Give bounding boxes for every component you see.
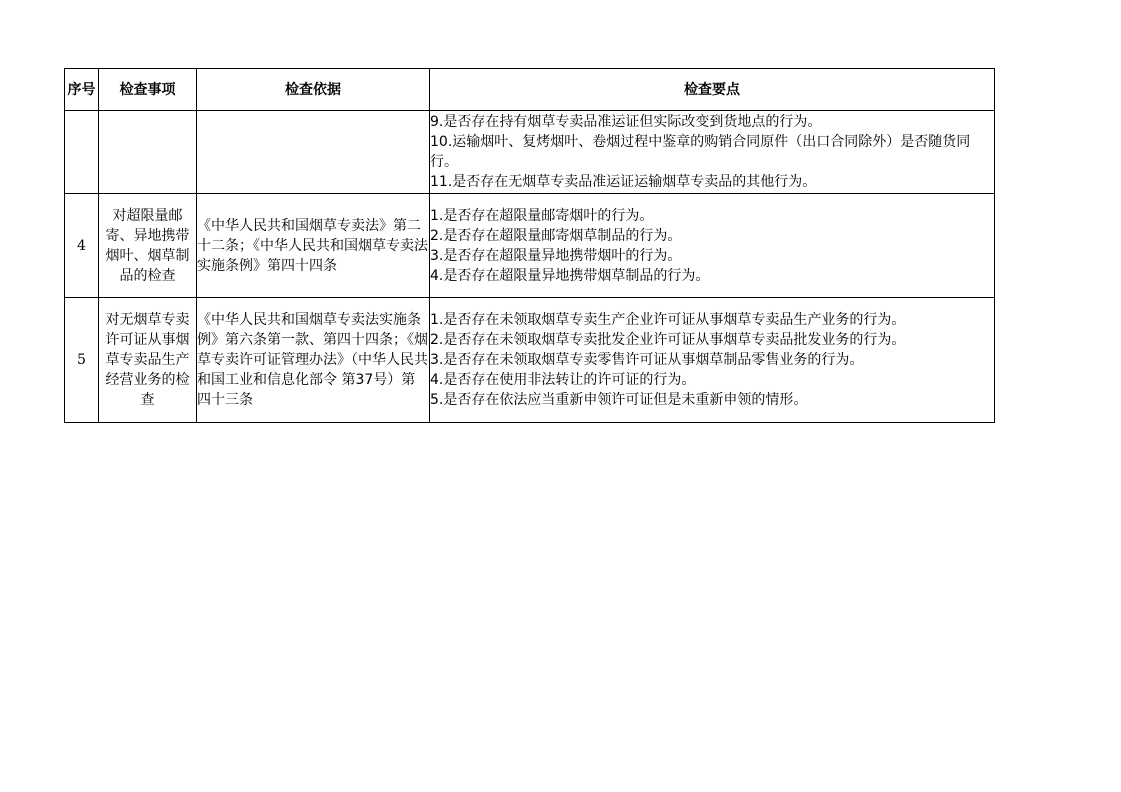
row-item: 对超限量邮寄、异地携带烟叶、烟草制品的检查	[99, 194, 197, 298]
check-point: 2.是否存在超限量邮寄烟草制品的行为。	[430, 227, 682, 244]
check-point: 3.是否存在未领取烟草专卖零售许可证从事烟草制品零售业务的行为。	[430, 352, 864, 368]
table-row	[65, 111, 995, 194]
check-point: 5.是否存在依法应当重新申领许可证但是未重新申领的情形。	[430, 392, 808, 408]
row-no: 5	[65, 298, 99, 423]
header-no: 序号	[65, 69, 99, 111]
header-points: 检查要点	[430, 69, 995, 111]
check-point: 1.是否存在超限量邮寄烟叶的行为。	[430, 207, 654, 224]
header-basis: 检查依据	[197, 69, 430, 111]
row-basis: 《中华人民共和国烟草专卖法实施条例》第六条第一款、第四十四条；《烟草专卖许可证管理办法》（中华人民共和国工业和信息化部令 第37号）第四十三条	[197, 298, 430, 423]
row-item: 对无烟草专卖许可证从事烟草专卖品生产经营业务的检查	[99, 298, 197, 423]
check-point: 1.是否存在未领取烟草专卖生产企业许可证从事烟草专卖品生产业务的行为。	[430, 312, 906, 328]
row-basis	[197, 111, 430, 194]
check-point: 4.是否存在使用非法转让的许可证的行为。	[430, 372, 696, 388]
row-points	[430, 111, 995, 194]
table-row	[65, 194, 995, 298]
check-point: 10.运输烟叶、复烤烟叶、卷烟过程中鉴章的购销合同原件（出口合同除外）是否随货同行。	[430, 134, 971, 170]
row-points	[430, 298, 995, 423]
check-point: 4.是否存在超限量异地携带烟草制品的行为。	[430, 267, 710, 284]
inspection-table	[64, 68, 995, 423]
row-no: 4	[65, 194, 99, 298]
row-item	[99, 111, 197, 194]
table-row	[65, 298, 995, 423]
table-header-row	[65, 69, 995, 111]
check-point: 11.是否存在无烟草专卖品准运证运输烟草专卖品的其他行为。	[430, 174, 817, 190]
row-basis: 《中华人民共和国烟草专卖法》第二十二条；《中华人民共和国烟草专卖法实施条例》第四十四条	[197, 194, 430, 298]
check-point: 2.是否存在未领取烟草专卖批发企业许可证从事烟草专卖品批发业务的行为。	[430, 332, 906, 348]
row-points	[430, 194, 995, 298]
check-point: 9.是否存在持有烟草专卖品准运证但实际改变到货地点的行为。	[430, 114, 822, 130]
header-item: 检查事项	[99, 69, 197, 111]
row-no	[65, 111, 99, 194]
check-point: 3.是否存在超限量异地携带烟叶的行为。	[430, 247, 682, 264]
